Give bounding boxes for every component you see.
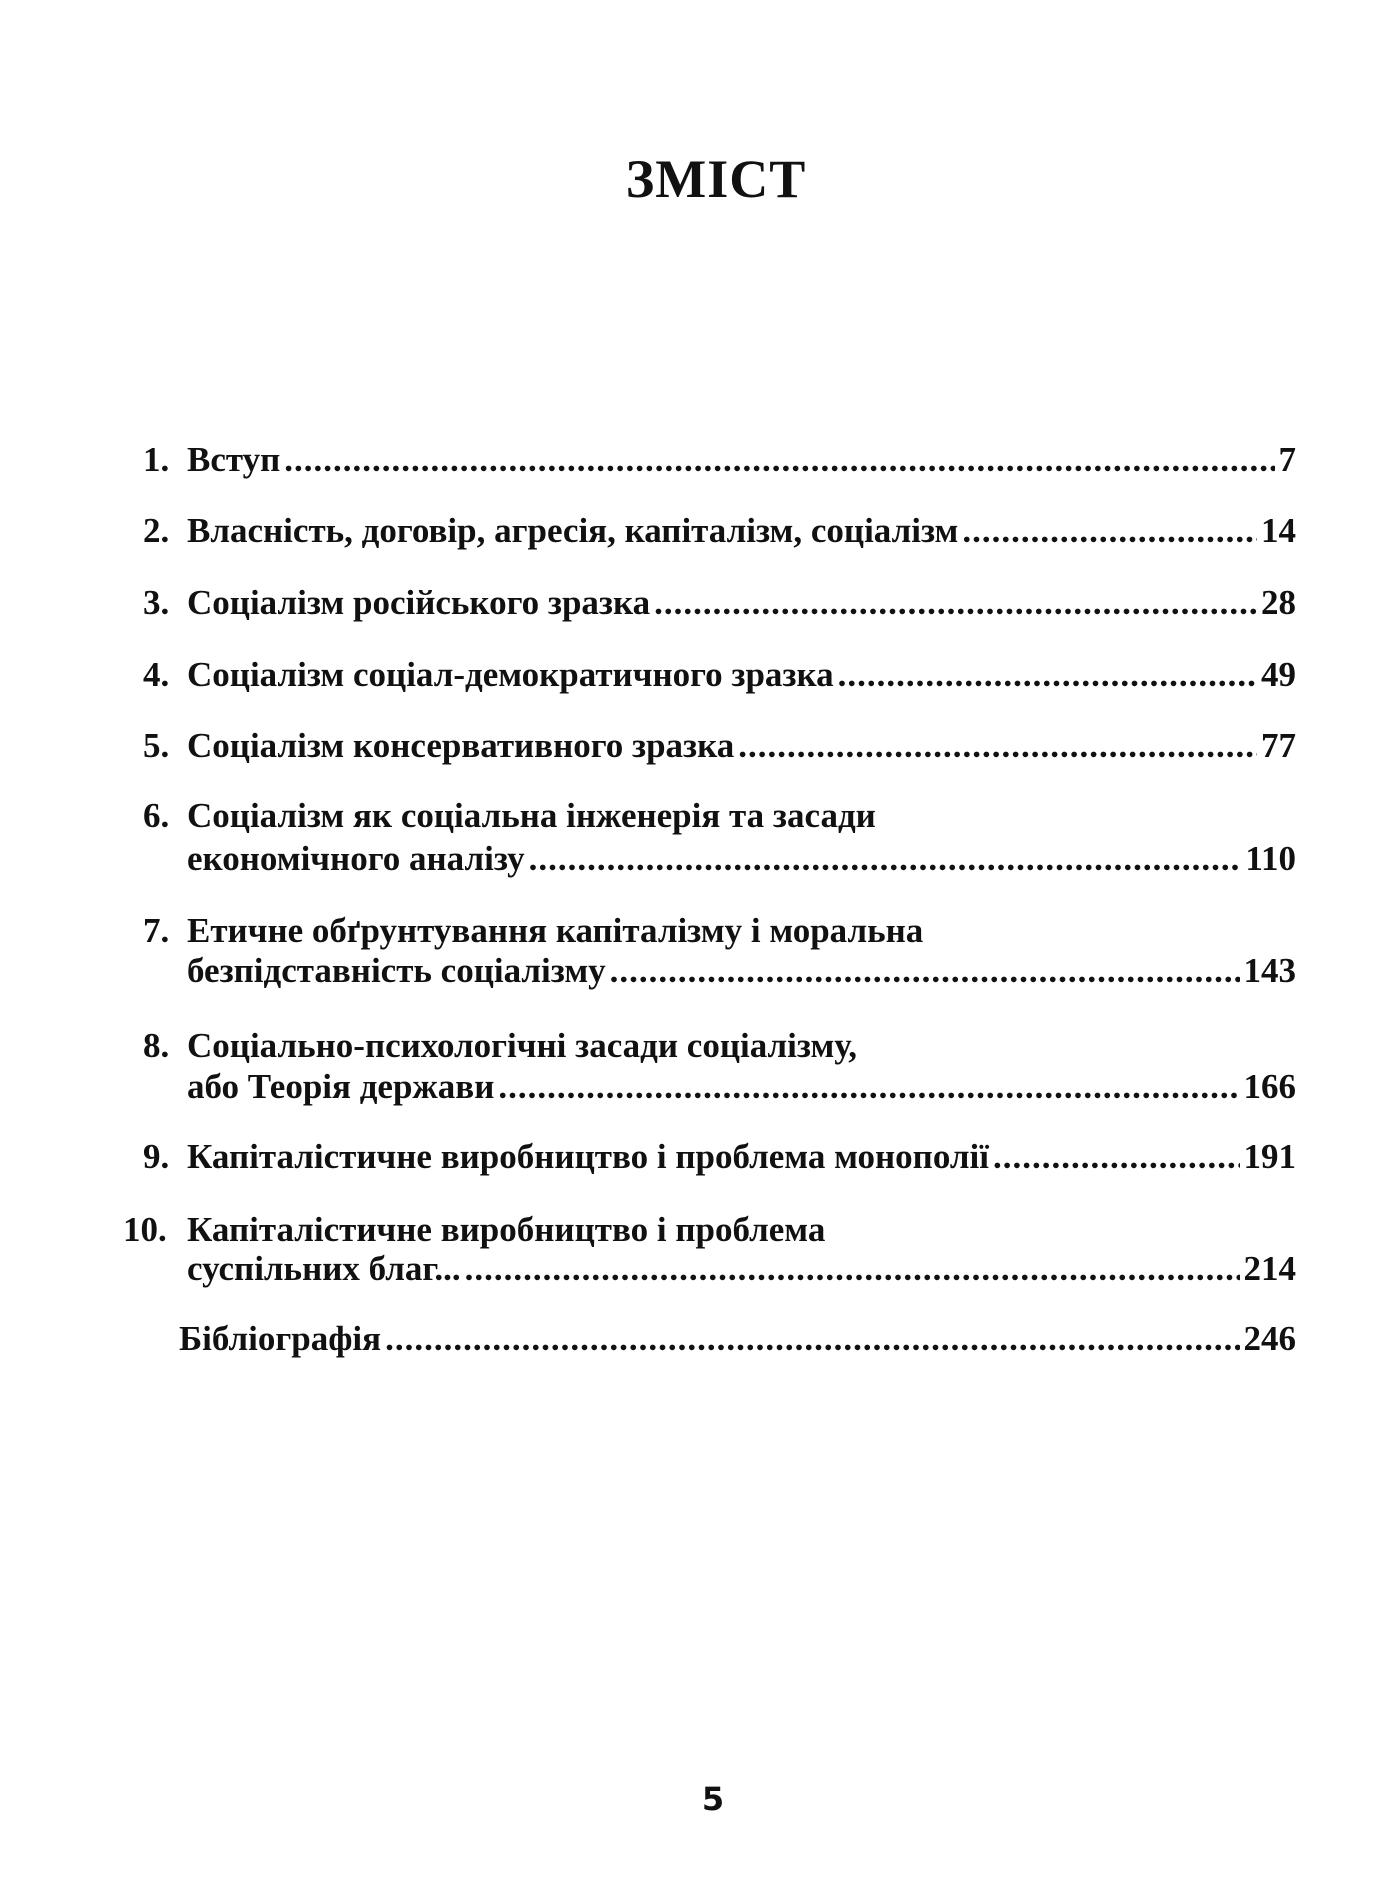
toc-entry[interactable] <box>143 796 1296 840</box>
entry-page: 77 <box>1261 726 1296 765</box>
toc-entry[interactable] <box>143 440 1296 484</box>
toc-entry-continuation[interactable] <box>143 951 1296 995</box>
dot-leader <box>529 839 1242 879</box>
entry-page: 14 <box>1261 511 1296 550</box>
page-number: 5 <box>701 1780 725 1818</box>
entry-title: Капіталістичне виробництво і проблема <box>187 1210 826 1249</box>
toc-entry[interactable] <box>143 1137 1296 1181</box>
toc-entry[interactable] <box>123 1210 1296 1254</box>
entry-number: 6. <box>143 796 170 835</box>
entry-title: Соціально-психологічні засади соціалізму, <box>187 1026 858 1065</box>
entry-title-continued: або Теорія держави <box>187 1067 495 1106</box>
entry-title: Етичне обґрунтування капіталізму і моральна <box>187 911 924 950</box>
page-title: ЗМІСТ <box>625 149 807 209</box>
toc-entry[interactable] <box>143 911 1296 955</box>
entry-title-continued: безпідставність соціалізму <box>187 951 606 990</box>
toc-entry[interactable] <box>143 583 1296 627</box>
entry-title: Соціалізм як соціальна інженерія та засади <box>187 796 876 835</box>
dot-leader <box>838 655 1257 695</box>
entry-number: 2. <box>143 511 170 550</box>
dot-leader <box>654 583 1257 623</box>
dot-leader <box>284 440 1274 480</box>
entry-title: Соціалізм консервативного зразка <box>187 726 735 765</box>
toc-entry[interactable] <box>143 511 1296 555</box>
dot-leader <box>993 1137 1240 1177</box>
entry-page: 7 <box>1278 440 1296 479</box>
entry-number: 8. <box>143 1026 170 1065</box>
entry-title: Соціалізм соціал-демократичного зразка <box>187 655 834 694</box>
toc-entry-bibliography[interactable] <box>143 1319 1296 1363</box>
entry-title-continued: економічного аналізу <box>187 839 525 878</box>
dot-leader <box>385 1319 1239 1359</box>
entry-title: Бібліографія <box>179 1319 382 1358</box>
entry-page: 166 <box>1243 1067 1296 1106</box>
entry-number: 10. <box>123 1210 167 1249</box>
entry-page: 246 <box>1243 1319 1296 1358</box>
toc-entry-continuation[interactable] <box>143 1249 1296 1293</box>
entry-page: 214 <box>1243 1249 1296 1288</box>
entry-title: Власність, договір, агресія, капіталізм, соціалізм <box>187 511 959 550</box>
entry-page: 49 <box>1261 655 1296 694</box>
entry-title: Капіталістичне виробництво і проблема монополії <box>187 1137 989 1176</box>
dot-leader <box>738 726 1257 766</box>
entry-title: Соціалізм російського зразка <box>187 583 651 622</box>
dot-leader <box>465 1249 1240 1289</box>
entry-page: 143 <box>1243 951 1296 990</box>
toc-entry[interactable] <box>143 655 1296 699</box>
toc-entry[interactable] <box>143 726 1296 770</box>
entry-title-continued: суспільних благ... <box>187 1249 461 1288</box>
entry-number: 4. <box>143 655 170 694</box>
entry-page: 28 <box>1261 583 1296 622</box>
entry-number: 7. <box>143 911 170 950</box>
dot-leader <box>498 1067 1239 1107</box>
entry-number: 1. <box>143 440 170 479</box>
entry-number: 3. <box>143 583 170 622</box>
toc-entry-continuation[interactable] <box>143 1067 1296 1111</box>
entry-page: 191 <box>1243 1137 1296 1176</box>
dot-leader <box>610 951 1240 991</box>
toc-entry[interactable] <box>143 1026 1296 1070</box>
toc-entry-continuation[interactable] <box>143 839 1296 883</box>
entry-page: 110 <box>1245 839 1296 878</box>
entry-number: 9. <box>143 1137 170 1176</box>
entry-title: Вступ <box>187 440 281 479</box>
entry-number: 5. <box>143 726 170 765</box>
dot-leader <box>962 511 1257 551</box>
